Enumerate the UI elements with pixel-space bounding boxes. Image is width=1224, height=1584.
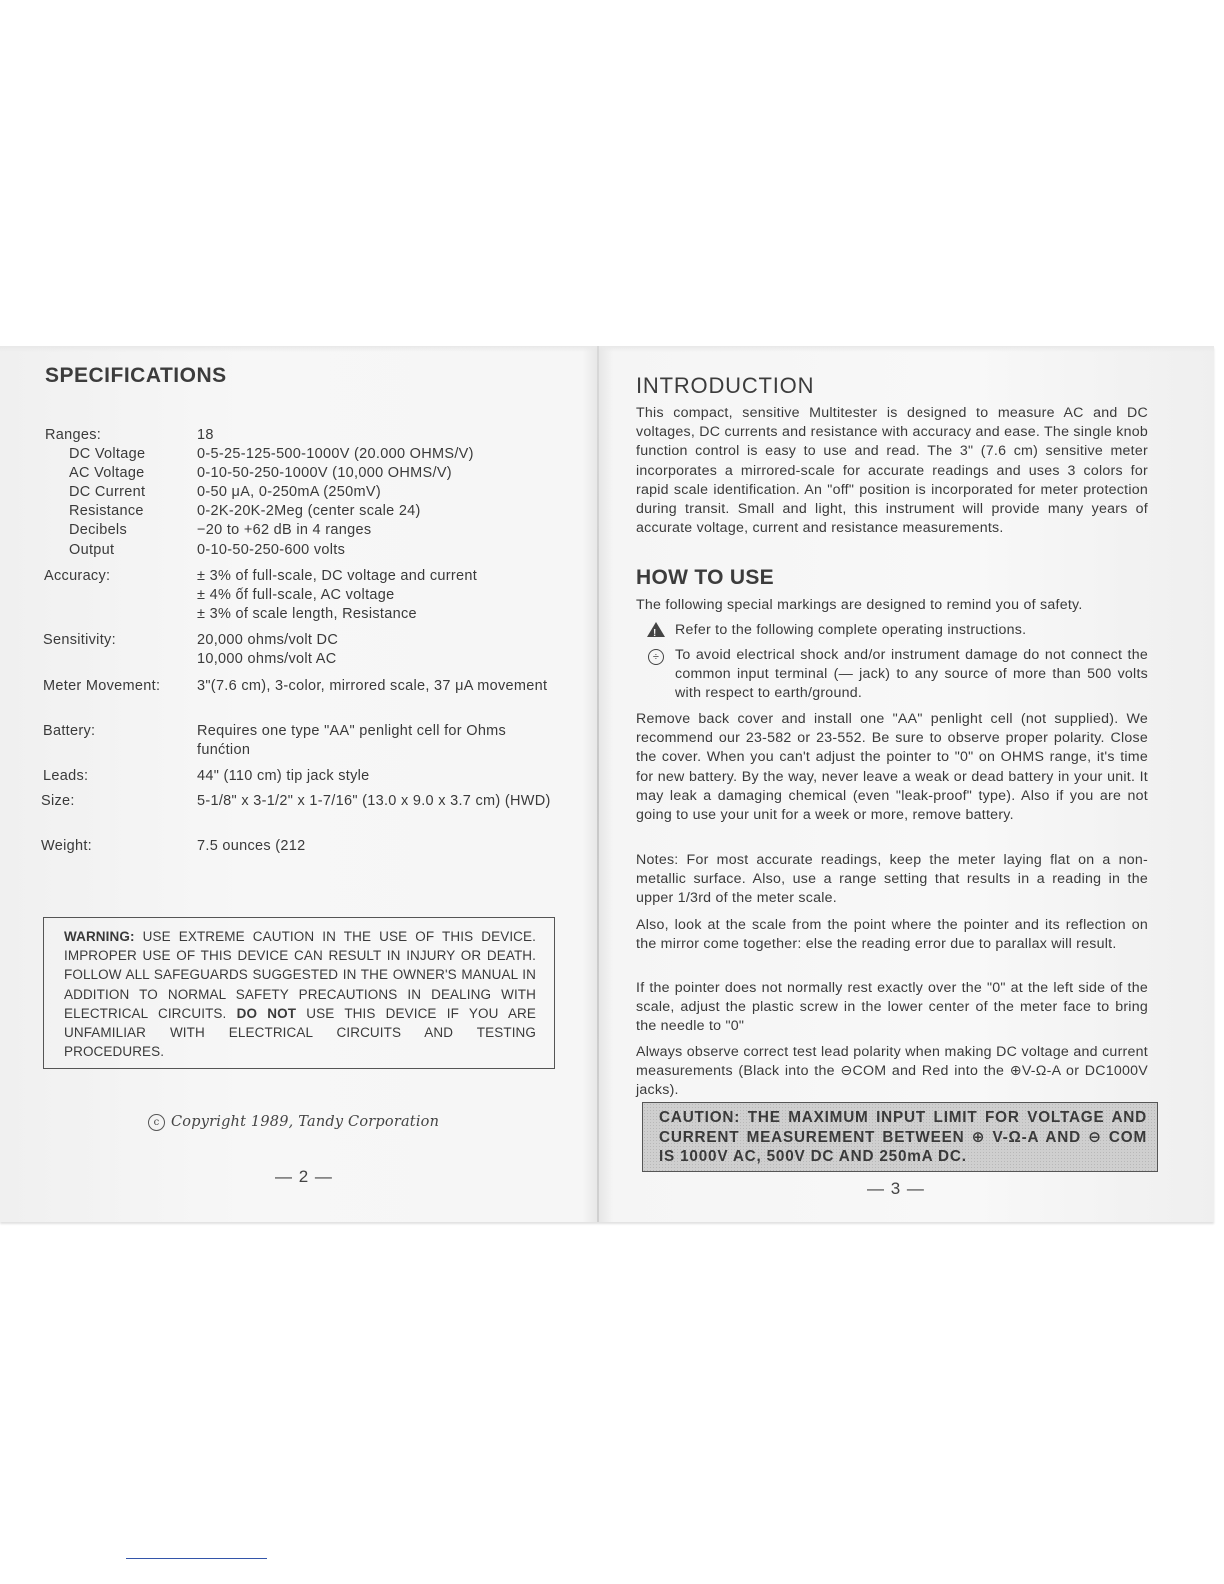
spec-label: Meter Movement: xyxy=(43,678,161,694)
warning-emphasis: DO NOT xyxy=(236,1005,297,1021)
warning-text: USE THIS DEVICE IF YOU ARE UNFAMILIAR WITH ELECTRICAL CIRCUITS AND TESTING PROCEDURES. xyxy=(64,1005,536,1060)
safety-bullet xyxy=(646,646,1148,704)
spec-value xyxy=(197,567,553,624)
accuracy-line: ± 3% of scale length, Resistance xyxy=(197,606,417,622)
circle-symbol: ÷ xyxy=(648,649,664,665)
circle-symbol-icon xyxy=(646,646,666,665)
copyright-notice xyxy=(148,1114,439,1131)
spec-label: DC Current xyxy=(69,484,146,500)
sensitivity-line: 10,000 ohms/volt AC xyxy=(197,651,337,667)
spec-label: Battery: xyxy=(43,723,96,739)
copyright-icon: c xyxy=(148,1114,165,1131)
spec-value: 3"(7.6 cm), 3-color, mirrored scale, 37 μA movement xyxy=(197,678,548,694)
battery-paragraph: Remove back cover and install one "AA" penlight cell (not supplied). We recommend our 23-582 or 23-552. Be sure to observe proper polarity. Close the cover. When you can't adjust the pointer to "0" on OHMS range, it's time for new battery. By the way, never leave a weak or dead battery in your unit. It may leak a damaging chemical (even "leak-proof" type). Also if you are not going to use your unit for a week or more, remove battery. xyxy=(636,711,1148,824)
spec-label: Decibels xyxy=(69,522,128,538)
spec-label: Ranges: xyxy=(45,427,102,443)
safety-bullet xyxy=(646,621,1148,640)
introduction-heading: INTRODUCTION xyxy=(636,373,815,398)
copyright-text: Copyright 1989, Tandy Corporation xyxy=(171,1114,440,1130)
accuracy-line: ± 4% ốf full-scale, AC voltage xyxy=(197,587,395,603)
spec-value xyxy=(197,631,553,669)
notes-paragraph: Notes: For most accurate readings, keep the meter laying flat on a non-metallic surface. Also, use a range setting that results in a reading in the upper 1/3rd of the meter scale. xyxy=(636,852,1148,907)
manual-spread xyxy=(0,346,1214,1222)
mirror-paragraph: Also, look at the scale from the point where the pointer and its reflection on the mirror come together: else the reading error due to parallax will result. xyxy=(636,917,1148,953)
warning-text: USE EXTREME CAUTION IN THE USE OF THIS DEVICE. IMPROPER USE OF THIS DEVICE CAN RESULT IN INJURY OR DEATH. FOLLOW ALL SAFEGUARDS SUGGESTED IN THE OWNER'S MANUAL IN ADDITION TO NORMAL SAFETY PRECAUTIONS IN DEALING WITH ELECTRICAL CIRCUITS. xyxy=(64,929,536,1021)
spec-value: 0-2K-20K-2Meg (center scale 24) xyxy=(197,503,421,519)
sensitivity-line: 20,000 ohms/volt DC xyxy=(197,632,339,648)
page-number: — 3 — xyxy=(867,1179,925,1198)
polarity-paragraph: Always observe correct test lead polarity when making DC voltage and current measurements (Black into the ⊖COM and Red into the ⊕V-Ω-A or DC1000V jacks). xyxy=(636,1044,1148,1099)
intro-paragraph: This compact, sensitive Multitester is designed to measure AC and DC voltages, DC currents and resistance with accuracy and ease. The single knob function control is easy to use and read. The 3" (7.6 cm) sensitive meter incorporates a mirrored-scale for accurate readings and uses 3 colors for rapid scale identification. An "off" position is incorporated for meter protection during transit. Small and light, this instrument will provide many years of accurate voltage, current and resistance measurements. xyxy=(636,405,1148,537)
spec-value: Requires one type "AA" penlight cell for Ohms funćtion xyxy=(197,723,507,758)
bottom-rule xyxy=(126,1558,267,1559)
caution-box: CAUTION: THE MAXIMUM INPUT LIMIT FOR VOLTAGE AND CURRENT MEASUREMENT BETWEEN ⊕ V-Ω-A AND ⊖ COM IS 1000V AC, 500V DC AND 250mA DC. xyxy=(642,1102,1158,1172)
zero-adjust-paragraph: If the pointer does not normally rest exactly over the "0" at the left side of the scale, adjust the plastic screw in the lower center of the meter face to bring the needle to "0" xyxy=(636,980,1148,1035)
spec-value: 18 xyxy=(197,427,214,443)
spec-label: Size: xyxy=(41,793,75,809)
spec-value: 0-10-50-250-600 volts xyxy=(197,542,346,558)
spec-label: Weight: xyxy=(41,838,92,854)
spec-label: Accuracy: xyxy=(44,568,111,584)
spec-value: 0-50 μA, 0-250mA (250mV) xyxy=(197,484,381,500)
page-right xyxy=(599,346,1214,1222)
spec-value: −20 to +62 dB in 4 ranges xyxy=(197,522,372,538)
warning-box xyxy=(43,917,555,1069)
spec-label: Leads: xyxy=(43,768,89,784)
spec-label: AC Voltage xyxy=(69,465,145,481)
warning-triangle-icon xyxy=(646,621,666,642)
bullet-text: To avoid electrical shock and/or instrument damage do not connect the common input terminal (— jack) to any source of more than 500 volts with respect to earth/ground. xyxy=(675,647,1148,702)
spec-value: 0-5-25-125-500-1000V (20.000 OHMS/V) xyxy=(197,446,474,462)
bullet-text: Refer to the following complete operating instructions. xyxy=(675,622,1027,638)
spec-value: 7.5 ounces (212 xyxy=(197,838,306,854)
page-number: — 2 — xyxy=(275,1167,333,1186)
accuracy-line: ± 3% of full-scale, DC voltage and current xyxy=(197,568,478,584)
spec-value: 5-1/8" x 3-1/2" x 1-7/16" (13.0 x 9.0 x 3.7 cm) (HWD) xyxy=(197,793,551,809)
how-to-use-heading: HOW TO USE xyxy=(636,566,774,589)
howto-lead: The following special markings are designed to remind you of safety. xyxy=(636,597,1083,613)
spec-label: Output xyxy=(69,542,115,558)
page-left xyxy=(0,346,597,1222)
spec-value: 44" (110 cm) tip jack style xyxy=(197,768,370,784)
warning-lead: WARNING: xyxy=(64,929,135,944)
specifications-heading: SPECIFICATIONS xyxy=(45,364,227,387)
spec-label: Resistance xyxy=(69,503,144,519)
spec-label: DC Voltage xyxy=(69,446,146,462)
spec-value: 0-10-50-250-1000V (10,000 OHMS/V) xyxy=(197,465,452,481)
spec-label: Sensitivity: xyxy=(43,632,116,648)
